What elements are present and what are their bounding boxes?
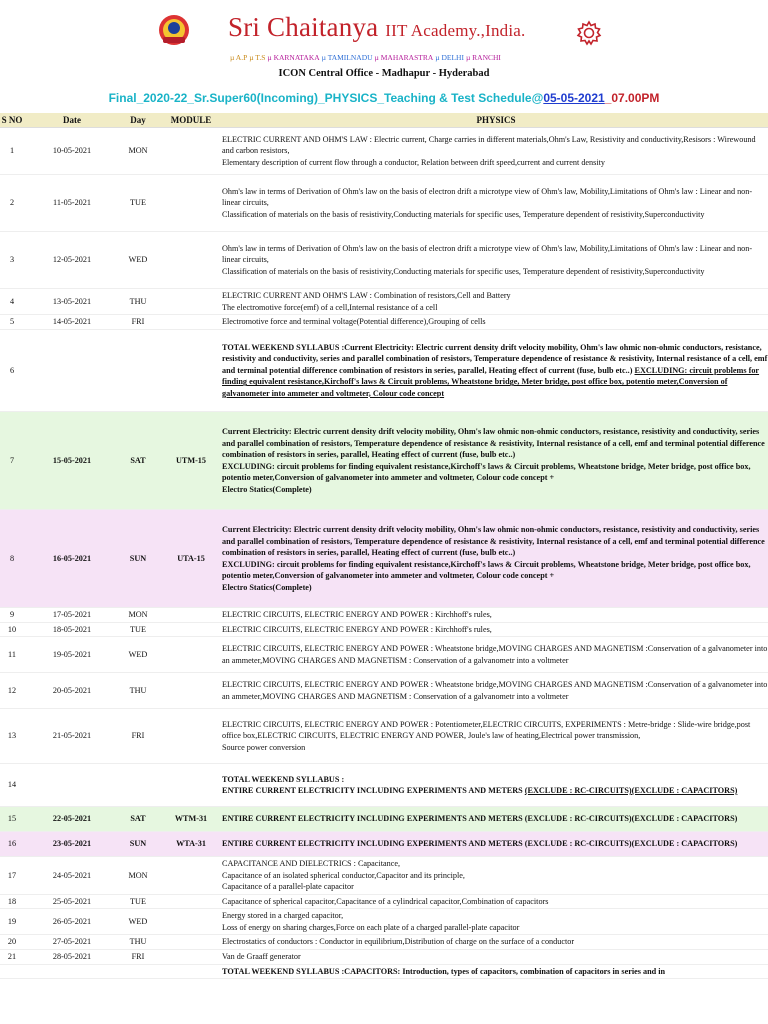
schedule-title: Final_2020-22_Sr.Super60(Incoming)_PHYSICS_Teaching & Test Schedule@05-05-2021_07.00PM bbox=[108, 91, 660, 105]
cell-date: 12-05-2021 bbox=[30, 232, 114, 289]
cell-topics bbox=[220, 935, 768, 950]
cell-day: WED bbox=[114, 232, 162, 289]
cell-topics bbox=[220, 510, 768, 608]
location-item: µ T.S bbox=[249, 53, 266, 62]
cell-sno: 18 bbox=[0, 894, 30, 909]
cell-module: WTM-31 bbox=[162, 807, 220, 832]
table-row bbox=[0, 175, 768, 232]
cell-sno: 13 bbox=[0, 709, 30, 764]
cell-sno: 8 bbox=[0, 510, 30, 608]
location-item: µ RANCHI bbox=[465, 53, 501, 62]
cell-topics bbox=[220, 807, 768, 832]
table-header-row bbox=[0, 113, 768, 128]
cell-day: WED bbox=[114, 637, 162, 673]
cell-date: 27-05-2021 bbox=[30, 935, 114, 950]
topics-text: Current Electricity: Electric current density drift velocity mobility, Ohm's law ohmic non-ohmic conductors, resistance, resistivity and conductivity, series and parallel combination of resistors, Temperature dependence of resistance & resistivity, Internal resistance of a cell, emf and terminal potential difference combination of resistors in series, parallel, Heating effect of current (fuse, bulb etc..) EXCLUDING: circuit problems for finding equivalent resistance,Kirchoff's laws & Circuit problems, Wheatstone bridge, Meter bridge, post office box, potentio meter,Conversion of galvanometer into ammeter and voltmeter, Colour code concept + Electro Statics(Complete) bbox=[222, 427, 765, 494]
col-day: Day bbox=[114, 113, 162, 128]
cell-module bbox=[162, 637, 220, 673]
cell-date: 15-05-2021 bbox=[30, 412, 114, 510]
office-address: ICON Central Office - Madhapur - Hyderabad bbox=[278, 68, 490, 79]
cell-sno: 1 bbox=[0, 128, 30, 175]
cell-day: FRI bbox=[114, 949, 162, 964]
cell-sno: 19 bbox=[0, 909, 30, 935]
cell-date bbox=[30, 964, 114, 979]
cell-module bbox=[162, 622, 220, 637]
cell-module bbox=[162, 175, 220, 232]
cell-sno: 11 bbox=[0, 637, 30, 673]
cell-topics bbox=[220, 315, 768, 330]
topics-text: Capacitance of spherical capacitor,Capacitance of a cylindrical capacitor,Combination of capacitors bbox=[222, 896, 549, 906]
table-row bbox=[0, 935, 768, 950]
topics-text: ELECTRIC CIRCUITS, ELECTRIC ENERGY AND POWER : Wheatstone bridge,MOVING CHARGES AND MAGNETISM :Conservation of a galvanometer into an ammeter,MOVING CHARGES AND MAGNETISM : Conservation of a galvanometr into a voltmeter bbox=[222, 644, 768, 665]
cell-day bbox=[114, 764, 162, 807]
table-row bbox=[0, 857, 768, 895]
topics-excluded-text: EXCLUDING: circuit problems for finding equivalent resistance,Kirchoff's laws & Circuit problems, Wheatstone bridge, Meter bridge, post office box, potentio meter,Conversion of galvanometer into ammeter and voltmeter, Colour code concept bbox=[222, 365, 760, 398]
topics-text: Energy stored in a charged capacitor, Loss of energy on sharing charges,Force on each plate of a charged parallel-plate capacitor bbox=[222, 911, 520, 932]
location-item: µ MAHARASTRA bbox=[374, 53, 434, 62]
cell-module bbox=[162, 232, 220, 289]
topics-text: ELECTRIC CIRCUITS, ELECTRIC ENERGY AND POWER : Wheatstone bridge,MOVING CHARGES AND MAGNETISM :Conservation of a galvanometer into an ammeter,MOVING CHARGES AND MAGNETISM : Conservation of a galvanometr into a voltmeter bbox=[222, 680, 768, 701]
table-row bbox=[0, 315, 768, 330]
table-row bbox=[0, 128, 768, 175]
cell-date: 14-05-2021 bbox=[30, 315, 114, 330]
schedule-table bbox=[0, 113, 768, 979]
cell-sno: 5 bbox=[0, 315, 30, 330]
cell-sno: 21 bbox=[0, 949, 30, 964]
cell-module bbox=[162, 909, 220, 935]
topics-text: ELECTRIC CIRCUITS, ELECTRIC ENERGY AND POWER : Kirchhoff's rules, bbox=[222, 624, 492, 634]
cell-day: SAT bbox=[114, 807, 162, 832]
col-module: MODULE bbox=[162, 113, 220, 128]
cell-sno: 15 bbox=[0, 807, 30, 832]
cell-module bbox=[162, 935, 220, 950]
cell-day: SAT bbox=[114, 412, 162, 510]
cell-topics bbox=[220, 857, 768, 895]
location-item: µ TAMILNADU bbox=[321, 53, 373, 62]
table-row bbox=[0, 909, 768, 935]
cell-module bbox=[162, 764, 220, 807]
col-physics: PHYSICS bbox=[220, 113, 768, 128]
cell-date: 23-05-2021 bbox=[30, 832, 114, 857]
cell-date bbox=[30, 764, 114, 807]
cell-topics bbox=[220, 673, 768, 709]
table-row bbox=[0, 289, 768, 315]
cell-day bbox=[114, 330, 162, 412]
cell-topics bbox=[220, 412, 768, 510]
topics-text: ELECTRIC CIRCUITS, ELECTRIC ENERGY AND POWER : Kirchhoff's rules, bbox=[222, 610, 492, 619]
location-item: µ KARNATAKA bbox=[267, 53, 320, 62]
cell-module bbox=[162, 608, 220, 623]
cell-date: 18-05-2021 bbox=[30, 622, 114, 637]
table-row bbox=[0, 510, 768, 608]
cell-day: MON bbox=[114, 128, 162, 175]
cell-day: MON bbox=[114, 857, 162, 895]
topics-text: ENTIRE CURRENT ELECTRICITY INCLUDING EXPERIMENTS AND METERS (EXCLUDE : RC-CIRCUITS)(EXCLUDE : CAPACITORS) bbox=[222, 814, 738, 824]
cell-module bbox=[162, 709, 220, 764]
cell-module: UTA-15 bbox=[162, 510, 220, 608]
topics-excluded-text: (EXCLUDE : RC-CIRCUITS)(EXCLUDE : CAPACITORS) bbox=[524, 786, 738, 795]
cell-sno: 7 bbox=[0, 412, 30, 510]
cell-sno: 17 bbox=[0, 857, 30, 895]
academy-logo bbox=[157, 13, 191, 47]
cell-topics bbox=[220, 832, 768, 857]
cell-date: 13-05-2021 bbox=[30, 289, 114, 315]
cell-topics bbox=[220, 709, 768, 764]
cell-topics bbox=[220, 289, 768, 315]
topics-text: TOTAL WEEKEND SYLLABUS :Current Electricity: Electric current density drift velocity mobility, Ohm's law ohmic non-ohmic conductors, resistance, resistivity and conductivity, series and parallel combination of resistors, Temperature dependence of resistance & resistivity, Internal resistance of a cell, emf and terminal potential difference combination of resistors in series, parallel, Heating effect of current (fuse, bulb etc..) bbox=[222, 342, 768, 375]
cell-sno: 6 bbox=[0, 330, 30, 412]
cell-module: UTM-15 bbox=[162, 412, 220, 510]
table-row bbox=[0, 232, 768, 289]
cell-module: WTA-31 bbox=[162, 832, 220, 857]
cell-topics bbox=[220, 330, 768, 412]
table-row bbox=[0, 673, 768, 709]
topics-text: Current Electricity: Electric current density drift velocity mobility, Ohm's law ohmic non-ohmic conductors, resistance, resistivity and conductivity, series and parallel combination of resistors, Temperature dependence of resistance & resistivity, Internal resistance of a cell, emf and terminal potential difference combination of resistors in series, parallel, Heating effect of current (fuse, bulb etc..) EXCLUDING: circuit problems for finding equivalent resistance,Kirchoff's laws & Circuit problems, Wheatstone bridge, Meter bridge, post office box, potentio meter,Conversion of galvanometer into ammeter and voltmeter, Colour code concept + Electro Statics(Complete) bbox=[222, 525, 765, 592]
cell-module bbox=[162, 673, 220, 709]
cell-module bbox=[162, 128, 220, 175]
cell-day: MON bbox=[114, 608, 162, 623]
cell-date: 17-05-2021 bbox=[30, 608, 114, 623]
cell-topics bbox=[220, 964, 768, 979]
cell-date: 19-05-2021 bbox=[30, 637, 114, 673]
cell-date: 28-05-2021 bbox=[30, 949, 114, 964]
gear-icon bbox=[576, 20, 602, 46]
table-row bbox=[0, 949, 768, 964]
table-row bbox=[0, 412, 768, 510]
location-item: µ DELHI bbox=[435, 53, 464, 62]
cell-module bbox=[162, 330, 220, 412]
document-header bbox=[0, 0, 768, 112]
cell-date: 24-05-2021 bbox=[30, 857, 114, 895]
cell-topics bbox=[220, 128, 768, 175]
cell-day: TUE bbox=[114, 175, 162, 232]
topics-text: Van de Graaff generator bbox=[222, 951, 301, 961]
topics-text: TOTAL WEEKEND SYLLABUS : ENTIRE CURRENT ELECTRICITY INCLUDING EXPERIMENTS AND METERS bbox=[222, 774, 523, 795]
org-name: Sri Chaitanya IIT Academy.,India. bbox=[228, 12, 526, 42]
cell-day: THU bbox=[114, 289, 162, 315]
topics-text: ELECTRIC CURRENT AND OHM'S LAW : Combination of resistors,Cell and Battery The electromotive force(emf) of a cell,Internal resistance of a cell bbox=[222, 291, 511, 312]
cell-sno: 4 bbox=[0, 289, 30, 315]
table-row bbox=[0, 894, 768, 909]
cell-day: THU bbox=[114, 673, 162, 709]
cell-day: THU bbox=[114, 935, 162, 950]
cell-module bbox=[162, 964, 220, 979]
cell-topics bbox=[220, 608, 768, 623]
table-row bbox=[0, 709, 768, 764]
cell-day bbox=[114, 964, 162, 979]
cell-sno bbox=[0, 964, 30, 979]
cell-date: 20-05-2021 bbox=[30, 673, 114, 709]
col-date: Date bbox=[30, 113, 114, 128]
cell-date: 11-05-2021 bbox=[30, 175, 114, 232]
topics-text: ELECTRIC CURRENT AND OHM'S LAW : Electric current, Charge carries in different materials,Ohm's Law, Resistivity and conductivity,Resisors : Wirewound and carbon resistors, Elementary description of current flow through a conductor, Relation between drift speed,current and current density bbox=[222, 134, 756, 167]
table-row bbox=[0, 622, 768, 637]
cell-topics bbox=[220, 894, 768, 909]
topics-text: Ohm's law in terms of Derivation of Ohm's law on the basis of electron drift a microtype view of Ohm's law, Mobility,Limitations of Ohm's law : Linear and non-linear circuits, Classification of materials on the basis of resistivity,Conducting materials for specific uses, Temperature dependent of resistivity,Superconductivity bbox=[222, 243, 753, 276]
cell-sno: 2 bbox=[0, 175, 30, 232]
topics-text: Electromotive force and terminal voltage(Potential difference),Grouping of cells bbox=[222, 317, 486, 327]
cell-date: 22-05-2021 bbox=[30, 807, 114, 832]
location-list bbox=[230, 53, 503, 62]
topics-text: CAPACITANCE AND DIELECTRICS : Capacitance, Capacitance of an isolated spherical conductor,Capacitor and its principle, Capacitance of a parallel-plate capacitor bbox=[222, 859, 465, 891]
table-row bbox=[0, 807, 768, 832]
table-row bbox=[0, 637, 768, 673]
cell-date: 21-05-2021 bbox=[30, 709, 114, 764]
cell-sno: 12 bbox=[0, 673, 30, 709]
location-item: µ A.P bbox=[230, 53, 248, 62]
cell-topics bbox=[220, 909, 768, 935]
cell-sno: 9 bbox=[0, 608, 30, 623]
cell-topics bbox=[220, 232, 768, 289]
topics-text: Electrostatics of conductors : Conductor in equilibrium,Distribution of charge on the surface of a conductor bbox=[222, 937, 575, 946]
cell-topics bbox=[220, 949, 768, 964]
cell-topics bbox=[220, 764, 768, 807]
cell-date: 10-05-2021 bbox=[30, 128, 114, 175]
topics-text: ENTIRE CURRENT ELECTRICITY INCLUDING EXPERIMENTS AND METERS (EXCLUDE : RC-CIRCUITS)(EXCLUDE : CAPACITORS) bbox=[222, 839, 738, 849]
cell-module bbox=[162, 949, 220, 964]
col-sno: S NO bbox=[0, 113, 30, 128]
cell-topics bbox=[220, 175, 768, 232]
cell-day: FRI bbox=[114, 709, 162, 764]
cell-module bbox=[162, 894, 220, 909]
cell-date: 26-05-2021 bbox=[30, 909, 114, 935]
cell-day: FRI bbox=[114, 315, 162, 330]
cell-sno: 14 bbox=[0, 764, 30, 807]
table-row bbox=[0, 608, 768, 623]
topics-text: TOTAL WEEKEND SYLLABUS :CAPACITORS: Introduction, types of capacitors, combination of capacitors in series and in bbox=[222, 966, 666, 976]
cell-day: SUN bbox=[114, 832, 162, 857]
topics-text: Ohm's law in terms of Derivation of Ohm's law on the basis of electron drift a microtype view of Ohm's law, Mobility,Limitations of Ohm's law : Linear and non-linear circuits, Classification of materials on the basis of resistivity,Conducting materials for specific uses, Temperature dependent of resistivity,Superconductivity bbox=[222, 186, 753, 219]
table-row bbox=[0, 964, 768, 979]
table-row bbox=[0, 832, 768, 857]
cell-sno: 20 bbox=[0, 935, 30, 950]
cell-date bbox=[30, 330, 114, 412]
cell-date: 16-05-2021 bbox=[30, 510, 114, 608]
table-row bbox=[0, 764, 768, 807]
cell-day: TUE bbox=[114, 622, 162, 637]
table-row bbox=[0, 330, 768, 412]
cell-day: SUN bbox=[114, 510, 162, 608]
org-suffix: IIT Academy.,India. bbox=[385, 21, 526, 40]
cell-module bbox=[162, 289, 220, 315]
cell-sno: 3 bbox=[0, 232, 30, 289]
cell-topics bbox=[220, 622, 768, 637]
cell-sno: 16 bbox=[0, 832, 30, 857]
cell-day: TUE bbox=[114, 894, 162, 909]
cell-module bbox=[162, 857, 220, 895]
cell-date: 25-05-2021 bbox=[30, 894, 114, 909]
topics-text: ELECTRIC CIRCUITS, ELECTRIC ENERGY AND POWER : Potentiometer,ELECTRIC CIRCUITS, EXPERIMENTS : Metre-bridge : Slide-wire bridge,post office box,ELECTRIC CIRCUITS, ELECTRIC ENERGY AND POWER, Joule's law of heating,Electrical power transmission, Source power conversion bbox=[222, 719, 751, 752]
cell-topics bbox=[220, 637, 768, 673]
cell-module bbox=[162, 315, 220, 330]
cell-day: WED bbox=[114, 909, 162, 935]
cell-sno: 10 bbox=[0, 622, 30, 637]
